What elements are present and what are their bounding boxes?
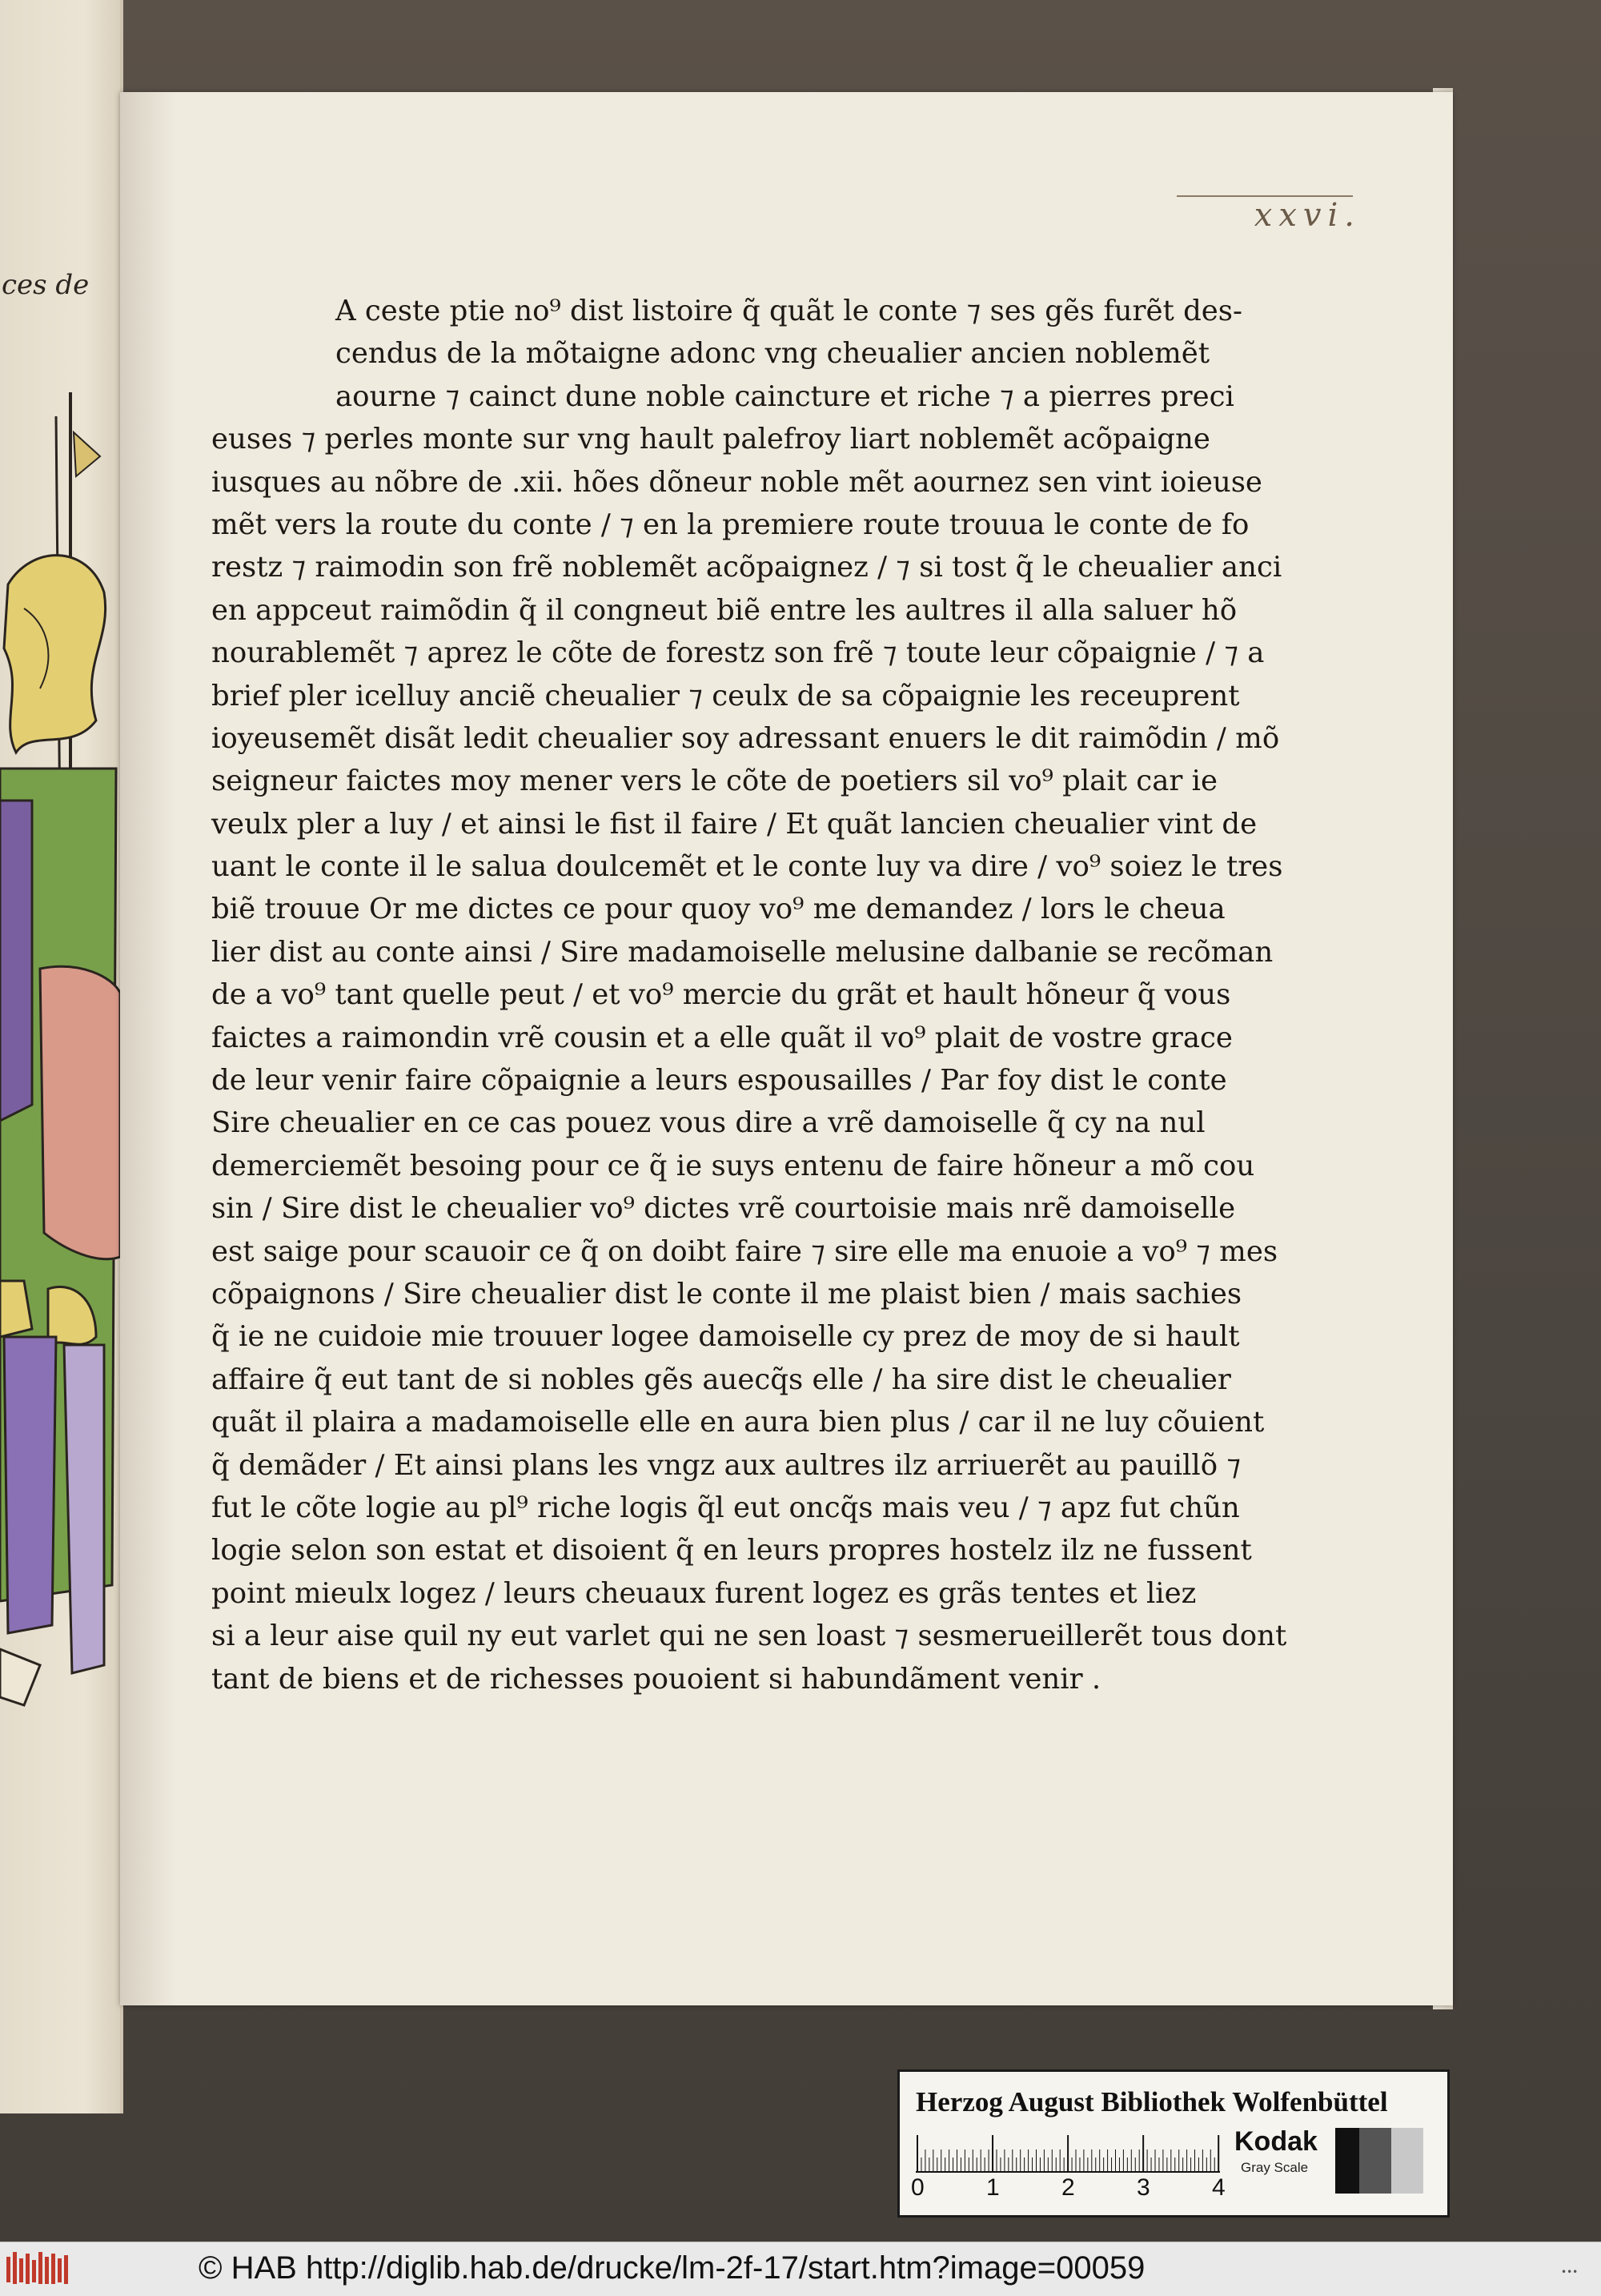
text-line: cõpaignons / Sire cheualier dist le conte il me plaist bien / mais sachies	[211, 1277, 1242, 1311]
text-line: affaire q̃ eut tant de si nobles gẽs auecq̃s elle / ha sire dist le cheualier	[211, 1363, 1231, 1396]
text-line: sin / Sire dist le cheualier vo⁹ dictes vrẽ courtoisie mais nrẽ damoiselle	[211, 1192, 1236, 1226]
page-text-block	[211, 290, 1287, 1700]
text-line: veulx pler a luy / et ainsi le fist il faire / Et quãt lancien cheualier vint de	[211, 807, 1258, 841]
text-line: si a leur aise quil ny eut varlet qui ne sen loast ⁊ sesmerueillerẽt tous dont	[211, 1620, 1287, 1653]
ruler-number: 4	[1212, 2174, 1226, 2201]
text-line: faictes a raimondin vrẽ cousin et a elle quãt il vo⁹ plait de vostre grace	[211, 1021, 1233, 1054]
text-line: biẽ trouue Or me dictes ce pour quoy vo⁹ me demandez / lors le cheua	[211, 893, 1226, 926]
text-line: aourne ⁊ cainct dune noble caincture et riche ⁊ a pierres preci	[335, 379, 1234, 413]
ruler-number: 0	[911, 2174, 925, 2201]
folio-number: xxvi.	[1254, 197, 1361, 234]
library-name: Herzog August Bibliothek Wolfenbüttel	[916, 2086, 1388, 2117]
text-line: quãt il plaira a madamoiselle elle en aura bien plus / car il ne luy cõuient	[211, 1406, 1265, 1439]
gray-scale-caption: Gray Scale	[1241, 2160, 1309, 2175]
text-line: iusques au nõbre de .xii. hões dõneur noble mẽt aournez sen vint ioieuse	[211, 465, 1262, 499]
hab-logo-icon	[6, 2250, 70, 2287]
text-line: q̃ demãder / Et ainsi plans les vngz aux aultres ilz arriuerẽt au pauillõ ⁊	[211, 1448, 1242, 1482]
text-line: restz ⁊ raimodin son frẽ noblemẽt acõpaignez / ⁊ si tost q̃ le cheualier anci	[211, 551, 1282, 584]
text-line: Sire cheualier en ce cas pouez vous dire a vrẽ damoiselle q̃ cy na nul	[211, 1106, 1206, 1140]
ruler-number: 1	[986, 2174, 1000, 2201]
scale-ruler	[916, 2132, 1220, 2174]
text-line: lier dist au conte ainsi / Sire madamoiselle melusine dalbanie se recõman	[211, 935, 1274, 969]
text-line: de a vo⁹ tant quelle peut / et vo⁹ mercie du grãt et hault hõneur q̃ vous	[211, 978, 1231, 1012]
text-line: euses ⁊ perles monte sur vng hault palefroy liart noblemẽt acõpaigne	[211, 423, 1210, 456]
text-line: seigneur faictes moy mener vers le cõte de poetiers sil vo⁹ plait car ie	[211, 765, 1218, 798]
text-line: fut le cõte logie au pl⁹ riche logis q̃l eut oncq̃s mais veu / ⁊ apz fut chũn	[211, 1491, 1240, 1524]
text-line: nourablemẽt ⁊ aprez le cõte de forestz son frẽ ⁊ toute leur cõpaignie / ⁊ a	[211, 636, 1265, 670]
kodak-logo-text: Kodak	[1234, 2126, 1318, 2157]
text-line: de leur venir faire cõpaignie a leurs espousailles / Par foy dist le conte	[211, 1064, 1227, 1098]
footer-dots: •••	[1561, 2266, 1579, 2278]
text-line: est saige pour scauoir ce q̃ on doibt faire ⁊ sire elle ma enuoie a vo⁹ ⁊ mes	[211, 1234, 1278, 1268]
text-line: en appceut raimõdin q̃ il congneut biẽ entre les aultres il alla saluer hõ	[211, 593, 1238, 627]
footer-copyright-url: © HAB http://diglib.hab.de/drucke/lm-2f-17/start.htm?image=00059	[199, 2250, 1146, 2286]
previous-page	[0, 0, 123, 2113]
woodcut-illustration	[0, 384, 120, 1777]
gray-swatch-black	[1335, 2128, 1359, 2194]
text-line: logie selon son estat et disoient q̃ en leurs propres hostelz ilz ne fussent	[211, 1534, 1252, 1567]
gutter-shadow	[120, 92, 176, 2005]
library-label-card	[897, 2069, 1450, 2218]
text-line: tant de biens et de richesses pouoient si habundãment venir .	[211, 1662, 1101, 1696]
text-line: ioyeusemẽt disãt ledit cheualier soy adressant enuers le dit raimõdin / mõ	[211, 721, 1280, 755]
footer-bar	[0, 2242, 1601, 2296]
gray-swatch-dark	[1359, 2128, 1391, 2194]
ruler-number: 3	[1137, 2174, 1150, 2201]
text-line: mẽt vers la route du conte / ⁊ en la premiere route trouua le conte de fo	[211, 508, 1250, 541]
gray-swatch-light	[1391, 2128, 1423, 2194]
previous-page-text-fragment: ces de	[2, 269, 90, 301]
text-line: brief pler icelluy anciẽ cheualier ⁊ ceulx de sa cõpaignie les receuprent	[211, 679, 1240, 712]
text-line: uant le conte il le salua doulcemẽt et le conte luy va dire / vo⁹ soiez le tres	[211, 850, 1283, 884]
text-line: q̃ ie ne cuidoie mie trouuer logee damoiselle cy prez de moy de si hault	[211, 1320, 1240, 1354]
text-line: point mieulx logez / leurs cheuaux furent logez es grãs tentes et liez	[211, 1576, 1197, 1610]
text-line: demerciemẽt besoing pour ce q̃ ie suys entenu de faire hõneur a mõ cou	[211, 1149, 1255, 1182]
text-line: cendus de la mõtaigne adonc vng cheualier ancien noblemẽt	[335, 337, 1210, 371]
text-line: A ceste ptie no⁹ dist listoire q̃ quãt le conte ⁊ ses gẽs furẽt des-	[335, 295, 1243, 327]
ruler-number: 2	[1061, 2174, 1075, 2201]
